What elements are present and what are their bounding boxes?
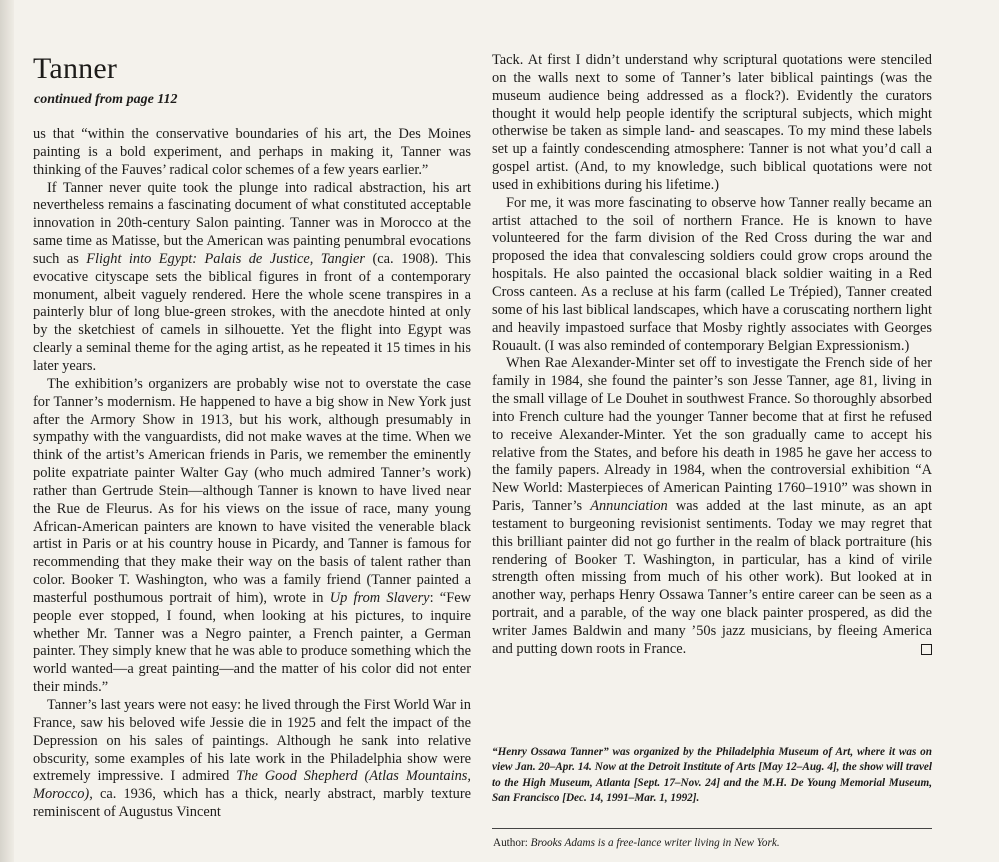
paragraph [492,355,932,658]
paragraph-text: , ca. 1936, which has a thick, nearly abstract, marbly texture reminiscent of Augustus Vincent [33,786,471,821]
paragraph-text: : “Few people ever stopped, I found, when looking at his pictures, to inquire whether Mr. Tanner was a Negro painter, a French painter, a German painter. They simply knew that he was able to produce something which the world wanted—a great painting—and the matter of his color did not enter their minds.” [33,589,471,696]
author-label: Author: [493,837,531,849]
author-bio: Brooks Adams is a free-lance writer living in New York. [530,837,780,849]
paragraph-text: Tanner’s last years were not easy: he lived through the First World War in France, saw his beloved wife Jessie die in 1925 and felt the impact of the Depression on his sales of paintings. Although he sank into relative obscurity, some examples of his late work in the Philadelphia show were extremely impressive. I admired [33,697,471,785]
paragraph: For me, it was more fascinating to observe how Tanner really became an artist attached to the soil of northern France. He is known to have volunteered for the farm division of the Red Cross during the war and proposed the idea that convalescing soldiers could grow crops around the hospitals. He also painted the occasional black soldier waiting in a Red Cross canteen. As a recluse at his farm (called Le Trépied), Tanner created some of his last biblical landscapes, which have a coruscating northern light and heavily impastoed surface that Mosby rightly associates with Georges Rouault. (I was also reminded of contemporary Belgian Expressionism.) [492,194,932,354]
paragraph [33,180,471,376]
artwork-title: Flight into Egypt: Palais de Justice, Tangier [86,250,366,267]
book-title: Up from Slavery [329,589,430,606]
paragraph [33,376,471,697]
paragraph: us that “within the conservative boundaries of his art, the Des Moines painting is a bold experiment, and perhaps in making it, Tanner was thinking of the Fauves’ radical color schemes of a few years earlier.” [33,126,471,178]
page-binding-shadow [0,0,14,862]
artwork-title: Annunciation [590,498,668,515]
paragraph-text: When Rae Alexander-Minter set off to investigate the French side of her family in 1984, she found the painter’s son Jesse Tanner, age 81, living in the small village of Le Douhet in southwest France. So thoroughly absorbed into French culture had the younger Tanner become that at first he refused to receive Alexander-Minter. Yet the son gradually came to accept his relative from the States, and before his death in 1985 he gave her access to the family papers. Already in 1984, when the controversial exhibition “A New World: Masterpieces of American Painting 1760–1910” was shown in Paris, Tanner’s [492,355,932,515]
end-of-article-mark [921,644,932,655]
right-column-text [492,52,932,659]
left-column-text [33,126,471,822]
paragraph-text: (ca. 1908). This evocative cityscape sets the biblical figures in front of a contemporary monument, albeit vaguely rendered. Here the whole scene transpires in a painterly blur of long blue-green strokes, with the anecdote hinted at only by the sketchiest of camels in silhouette. Yet the flight into Egypt was clearly a seminal theme for the aging artist, as he repeated it 15 times in his later years. [33,250,472,374]
paragraph [33,697,471,822]
author-note [493,836,933,851]
artwork-title: The Good Shepherd (Atlas Mountains, Morocco) [33,768,471,803]
exhibition-credit-note: “Henry Ossawa Tanner” was organized by the Philadelphia Museum of Art, where it was on view Jan. 20–Apr. 14. Now at the Detroit Institute of Arts [May 12–Aug. 4], the show will travel to the High Museum, Atlanta [Sept. 17–Nov. 24] and the M.H. De Young Memorial Museum, San Francisco [Dec. 14, 1991–Mar. 1, 1992]. [492,746,932,805]
paragraph-text: If Tanner never quite took the plunge into radical abstraction, his art nevertheless remains a fascinating document of what constituted acceptable innovation in 20th-century Salon painting. Tanner was in Morocco at the same time as Matisse, but the American was painting penumbral evocations such as [33,179,471,267]
article-title: Tanner [33,52,118,85]
paragraph: Tack. At first I didn’t understand why scriptural quotations were stenciled on the walls next to some of Tanner’s later biblical paintings (was the museum audience being addressed as a flock?). Evidently the curators thought it would help people identify the scriptural subjects, which might otherwise be taken as simple land- and seascapes. To my mind these labels set up a faintly condescending atmosphere: Tanner is not what you’d call a gospel artist. (And, to my knowledge, such biblical quotations were not used in exhibitions during his lifetime.) [492,52,932,193]
paragraph-text: The exhibition’s organizers are probably wise not to overstate the case for Tanner’s modernism. He happened to have a big show in New York just after the Armory Show in 1913, but his work, although presumably in sympathy with the vanguardists, did not make waves at the time. When we think of the artist’s American friends in Paris, we remember the eminently polite expatriate painter Walter Gay (who much admired Tanner’s work) rather than Gertrude Stein—although Tanner is known to have lived near the Rue de Fleurus. As for his views on the issue of race, many young African-American painters are known to have visited the venerable black artist in Paris or at his country house in Picardy, and Tanner is famous for recommending that they make their way on the basis of talent rather than color. Booker T. Washington, who was a family friend (Tanner painted a masterful posthumous portrait of him), wrote in [33,375,471,606]
paragraph-text: was added at the last minute, as an apt testament to burgeoning revisionist sentiments. Today we may regret that this brilliant painter did not go further in the realm of black portraiture (his rendering of Booker T. Washington, in particular, has a kind of virile strength often missing from much of his other work). But looked at in another way, perhaps Henry Ossawa Tanner’s entire career can be seen as a portrait, and a parable, of the way one black painter prospered, as did the writer James Baldwin and many ’50s jazz musicians, by fleeing America and putting down roots in France. [492,498,932,657]
continued-from-note: continued from page 112 [34,92,178,107]
divider [492,828,932,829]
